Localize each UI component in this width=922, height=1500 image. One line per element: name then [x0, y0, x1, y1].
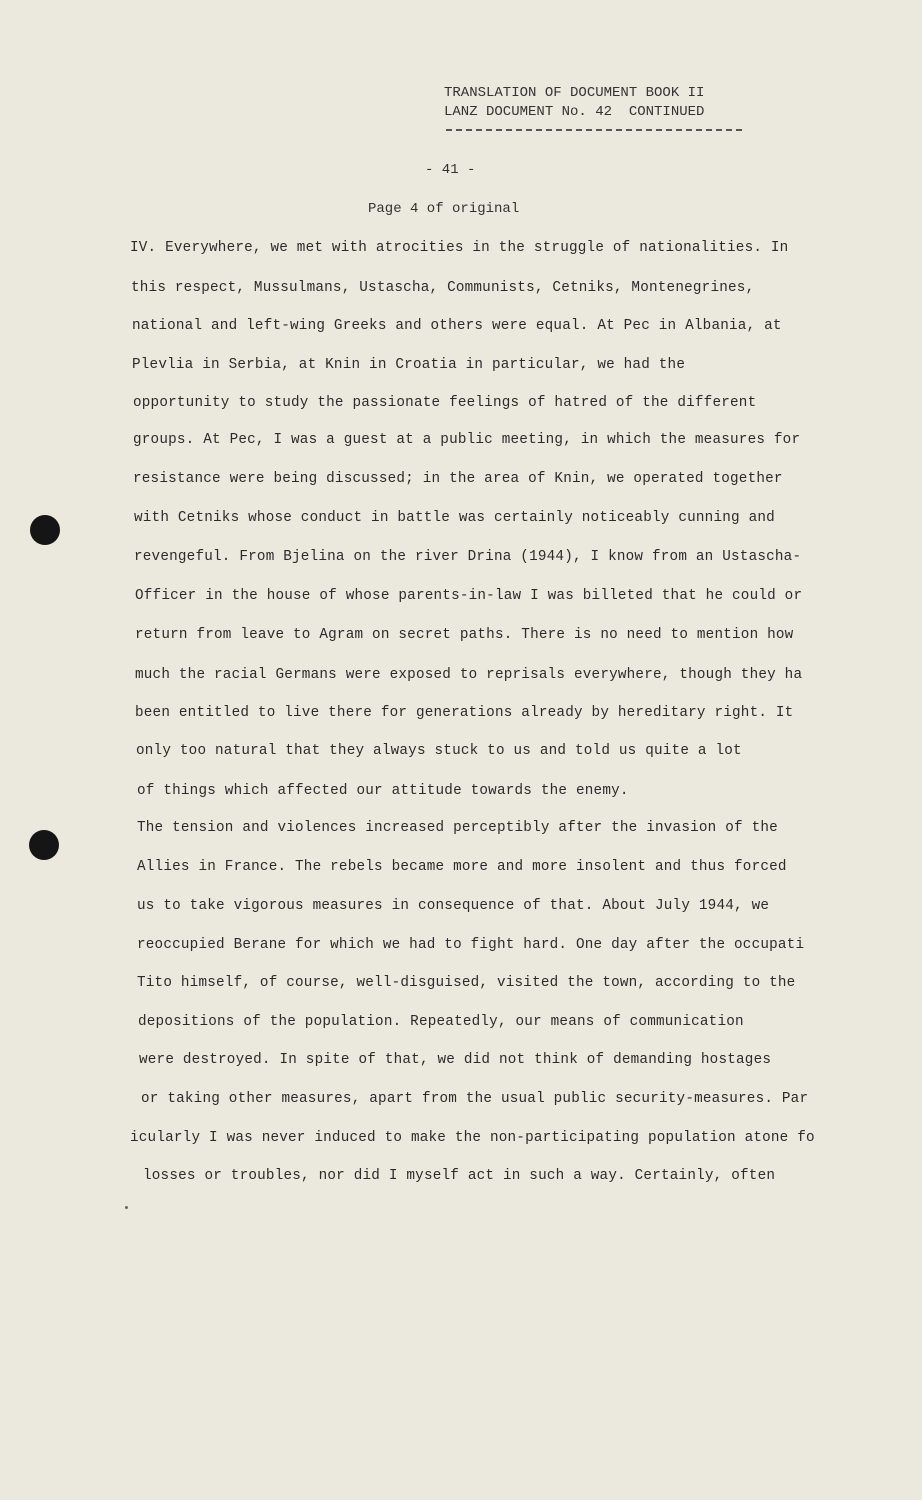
body-line: return from leave to Agram on secret paths. There is no need to mention how [135, 627, 794, 643]
body-line: or taking other measures, apart from the usual public security-measures. Par [141, 1091, 809, 1107]
header-underline [446, 129, 742, 131]
body-line: icularly I was never induced to make the non-participating population atone fo [130, 1130, 815, 1146]
body-line: Plevlia in Serbia, at Knin in Croatia in particular, we had the [132, 357, 686, 373]
body-line: The tension and violences increased perceptibly after the invasion of the [137, 820, 778, 836]
punch-hole [30, 515, 60, 545]
body-line: depositions of the population. Repeatedly, our means of communication [138, 1014, 744, 1030]
header-line-2: LANZ DOCUMENT No. 42 CONTINUED [444, 104, 705, 120]
original-page-reference: Page 4 of original [368, 201, 520, 217]
body-line: only too natural that they always stuck to us and told us quite a lot [136, 743, 742, 759]
document-header [444, 84, 704, 122]
body-line: national and left-wing Greeks and others were equal. At Pec in Albania, at [132, 318, 782, 334]
body-line: been entitled to live there for generations already by hereditary right. It [135, 705, 794, 721]
body-line: revengeful. From Bjelina on the river Drina (1944), I know from an Ustascha- [134, 549, 802, 565]
body-line: reoccupied Berane for which we had to fight hard. One day after the occupati [137, 937, 805, 953]
paper-speck [125, 1206, 128, 1209]
body-line: Officer in the house of whose parents-in-law I was billeted that he could or [135, 588, 803, 604]
body-line: us to take vigorous measures in consequence of that. About July 1944, we [137, 898, 770, 914]
body-line: resistance were being discussed; in the area of Knin, we operated together [133, 471, 783, 487]
header-line-1: TRANSLATION OF DOCUMENT BOOK II [444, 85, 705, 101]
body-line: opportunity to study the passionate feelings of hatred of the different [133, 395, 757, 411]
body-line: IV. Everywhere, we met with atrocities in the struggle of nationalities. In [130, 240, 789, 256]
body-line: Tito himself, of course, well-disguised, visited the town, according to the [137, 975, 796, 991]
body-line: groups. At Pec, I was a guest at a public meeting, in which the measures for [133, 432, 801, 448]
page-number: - 41 - [425, 162, 476, 178]
body-line: this respect, Mussulmans, Ustascha, Communists, Cetniks, Montenegrines, [131, 280, 755, 296]
body-line: were destroyed. In spite of that, we did not think of demanding hostages [139, 1052, 772, 1068]
body-line: Allies in France. The rebels became more and more insolent and thus forced [137, 859, 787, 875]
body-line: of things which affected our attitude towards the enemy. [137, 783, 629, 799]
punch-hole [29, 830, 59, 860]
body-line: losses or troubles, nor did I myself act in such a way. Certainly, often [143, 1168, 776, 1184]
body-line: with Cetniks whose conduct in battle was certainly noticeably cunning and [134, 510, 775, 526]
body-line: much the racial Germans were exposed to reprisals everywhere, though they ha [135, 667, 803, 683]
